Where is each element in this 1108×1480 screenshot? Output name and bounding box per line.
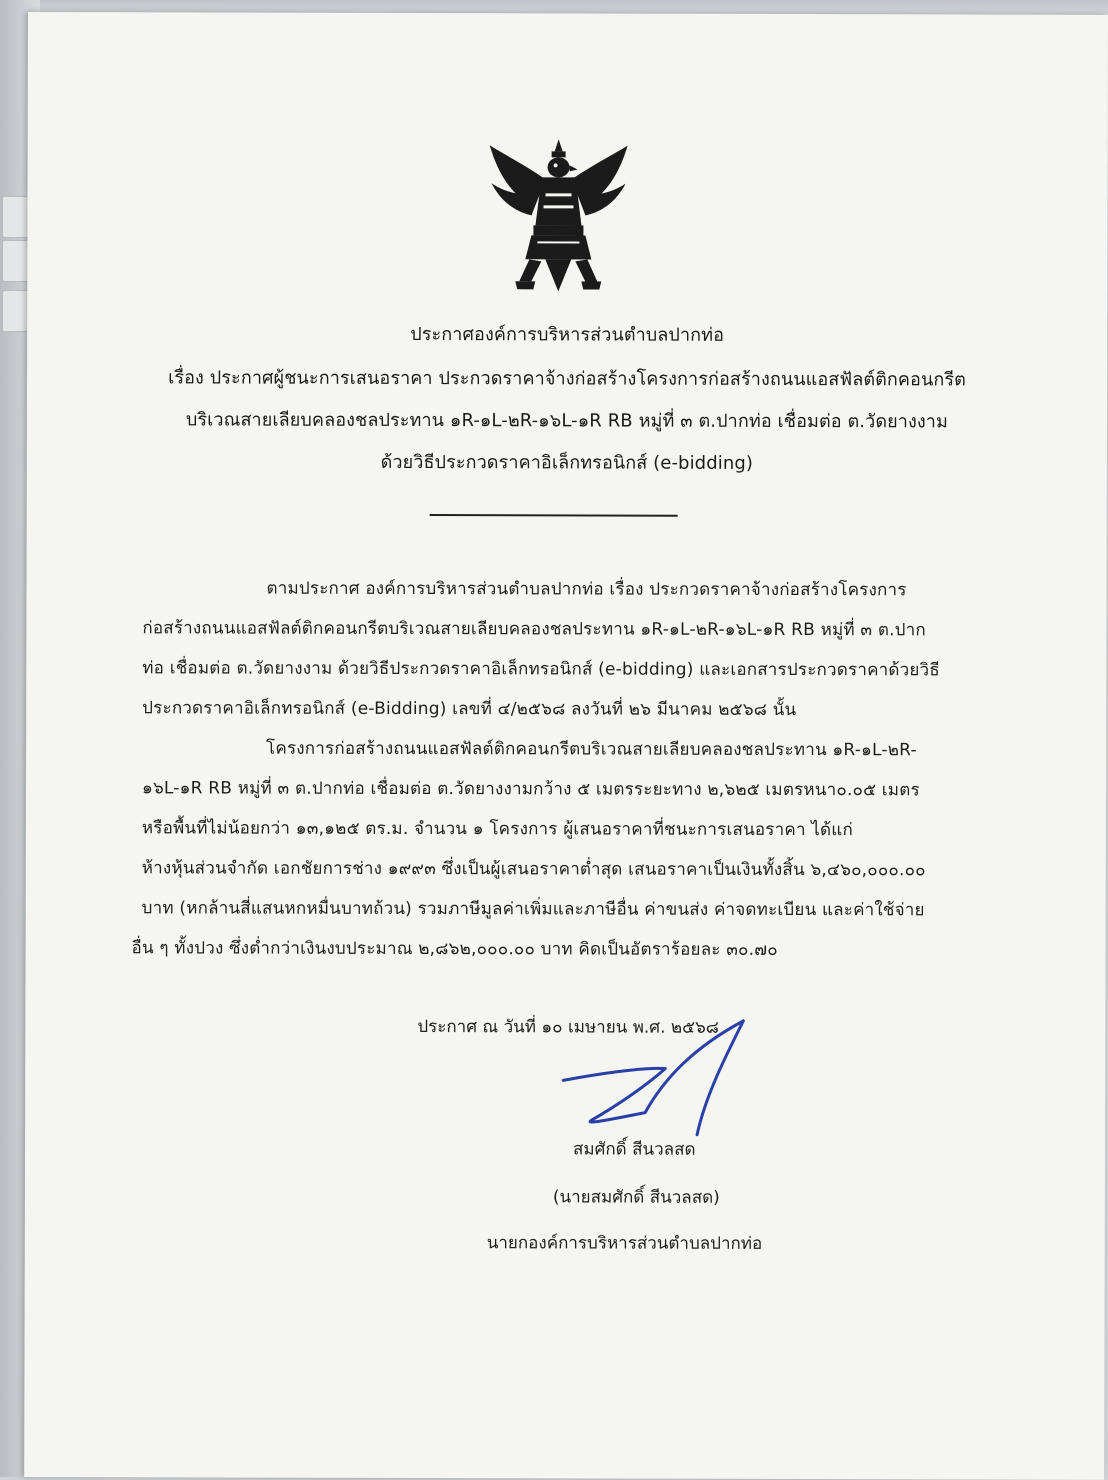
document-subject: เรื่อง ประกาศผู้ชนะการเสนอราคา ประกวดราคาจ้างก่อสร้างโครงการก่อสร้างถนนแอสฟัลต์ติกคอนกรีต <box>168 367 966 391</box>
paragraph-line: ห้างหุ้นส่วนจำกัด เอกชัยการช่าง ๑๙๙๓ ซึ่งเป็นผู้เสนอราคาต่ำสุด เสนอราคาเป็นเงินทั้งสิ้น ๖,๔๖๐,๐๐๐.๐๐ <box>141 858 926 881</box>
document-subject-line3: ด้วยวิธีประกวดราคาอิเล็กทรอนิกส์ (e-bidding) <box>380 451 754 474</box>
garuda-emblem <box>485 135 631 295</box>
paragraph-line: บาท (หกล้านสี่แสนหกหมื่นบาทถ้วน) รวมภาษีมูลค่าเพิ่มและภาษีอื่น ค่าขนส่ง ค่าจดทะเบียน และค่าใช้จ่าย <box>141 898 925 921</box>
paragraph-line: ประกวดราคาอิเล็กทรอนิกส์ (e-Bidding) เลขที่ ๔/๒๕๖๘ ลงวันที่ ๒๖ มีนาคม ๒๕๖๘ นั้น <box>142 698 797 721</box>
signer-full-name: (นายสมศักดิ์ สีนวลสด) <box>552 1187 720 1208</box>
document-page <box>24 12 1108 1480</box>
title-divider <box>430 514 678 517</box>
document-title: ประกาศองค์การบริหารส่วนตำบลปากท่อ <box>410 324 725 346</box>
paragraph-line: หรือพื้นที่ไม่น้อยกว่า ๑๓,๑๒๕ ตร.ม. จำนวน ๑ โครงการ ผู้เสนอราคาที่ชนะการเสนอราคา ได้แก่ <box>141 818 853 841</box>
announce-date: ประกาศ ณ วันที่ ๑๐ เมษายน พ.ศ. ๒๕๖๘ <box>417 1017 719 1038</box>
paragraph-line: โครงการก่อสร้างถนนแอสฟัลต์ติกคอนกรีตบริเวณสายเลียบคลองชลประทาน ๑R-๑L-๒R- <box>266 738 917 761</box>
paragraph-line: ตามประกาศ องค์การบริหารส่วนตำบลปากท่อ เรื่อง ประกวดราคาจ้างก่อสร้างโครงการ <box>266 578 907 601</box>
signer-title: นายกองค์การบริหารส่วนตำบลปากท่อ <box>486 1233 763 1254</box>
signer-name: สมศักดิ์ สีนวลสด <box>572 1139 696 1160</box>
document-subject-line2: บริเวณสายเลียบคลองชลประทาน ๑R-๑L-๒R-๑๖L-๑R RB หมู่ที่ ๓ ต.ปากท่อ เชื่อมต่อ ต.วัดยางงาม <box>185 409 948 433</box>
handwritten-signature <box>555 1016 755 1147</box>
paragraph-line: ท่อ เชื่อมต่อ ต.วัดยางงาม ด้วยวิธีประกวดราคาอิเล็กทรอนิกส์ (e-bidding) และเอกสารประกวดราคาด้วยวิธี <box>142 658 940 681</box>
paragraph-line: ก่อสร้างถนนแอสฟัลต์ติกคอนกรีตบริเวณสายเลียบคลองชลประทาน ๑R-๑L-๒R-๑๖L-๑R RB หมู่ที่ ๓ ต.ปาก <box>142 618 926 641</box>
paragraph-line: อื่น ๆ ทั้งปวง ซึ่งต่ำกว่าเงินงบประมาณ ๒,๘๖๒,๐๐๐.๐๐ บาท คิดเป็นอัตราร้อยละ ๓๐.๗๐ <box>131 938 778 960</box>
paragraph-line: ๑๖L-๑R RB หมู่ที่ ๓ ต.ปากท่อ เชื่อมต่อ ต.วัดยางงามกว้าง ๕ เมตรระยะทาง ๒,๖๒๕ เมตรหนา๐.๐๕ เมตร <box>141 778 920 801</box>
